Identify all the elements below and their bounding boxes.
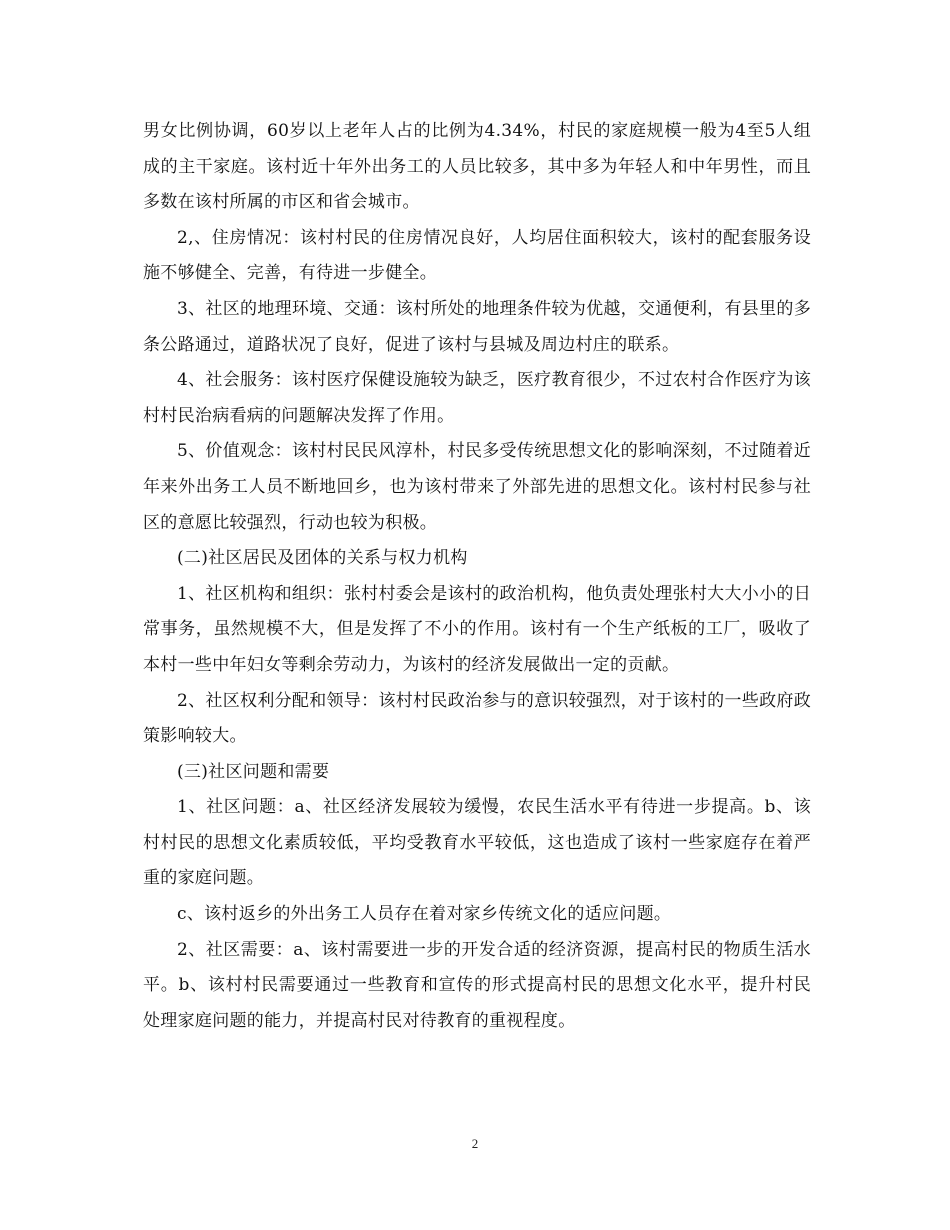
section-heading-2: (二)社区居民及团体的关系与权力机构 bbox=[177, 548, 468, 569]
paragraph-9: c、该村返乡的外出务工人员存在着对家乡传统文化的适应问题。 bbox=[177, 904, 672, 925]
paragraph-7: 2、社区权利分配和领导：该村村民政治参与的意识较强烈，对于该村的一些政府政策影响较大。 bbox=[143, 690, 811, 747]
paragraph-8: 1、社区问题：a、社区经济发展较为缓慢，农民生活水平有待进一步提高。b、该村村民的思想文化素质较低，平均受教育水平较低，这也造成了该村一些家庭存在着严重的家庭问题。 bbox=[143, 797, 811, 889]
paragraph-5: 5、价值观念：该村村民民风淳朴，村民多受传统思想文化的影响深刻，不过随着近年来外出务工人员不断地回乡，也为该村带来了外部先进的思想文化。该村村民参与社区的意愿比较强烈，行动也较为积极。 bbox=[143, 441, 811, 533]
paragraph-2: 2,、住房情况：该村村民的住房情况良好，人均居住面积较大，该村的配套服务设施不够健全、完善，有待进一步健全。 bbox=[143, 227, 811, 284]
paragraph-4: 4、社会服务：该村医疗保健设施较为缺乏，医疗教育很少，不过农村合作医疗为该村村民治病看病的问题解决发挥了作用。 bbox=[143, 370, 811, 426]
paragraph-10: 2、社区需要：a、该村需要进一步的开发合适的经济资源，提高村民的物质生活水平。b、该村村民需要通过一些教育和宣传的形式提高村民的思想文化水平，提升村民处理家庭问题的能力，并提高村民对待教育的重视程度。 bbox=[143, 939, 811, 1031]
section-heading-3: (三)社区问题和需要 bbox=[177, 761, 330, 782]
paragraph-6: 1、社区机构和组织：张村村委会是该村的政治机构，他负责处理张村大大小小的日常事务，虽然规模不大，但是发挥了不小的作用。该村有一个生产纸板的工厂，吸收了本村一些中年妇女等剩余劳动力，为该村的经济发展做出一定的贡献。 bbox=[143, 583, 811, 675]
paragraph-3: 3、社区的地理环境、交通：该村所处的地理条件较为优越，交通便利，有县里的多条公路通过，道路状况了良好，促进了该村与县城及周边村庄的联系。 bbox=[143, 298, 811, 355]
document-body bbox=[143, 114, 811, 1039]
page-number: 2 bbox=[471, 1136, 479, 1151]
paragraph-1: 男女比例协调，60岁以上老年人占的比例为4.34%，村民的家庭规模一般为4至5人组成的主干家庭。该村近十年外出务工的人员比较多，其中多为年轻人和中年男性，而且多数在该村所属的市区和省会城市。 bbox=[143, 121, 811, 213]
